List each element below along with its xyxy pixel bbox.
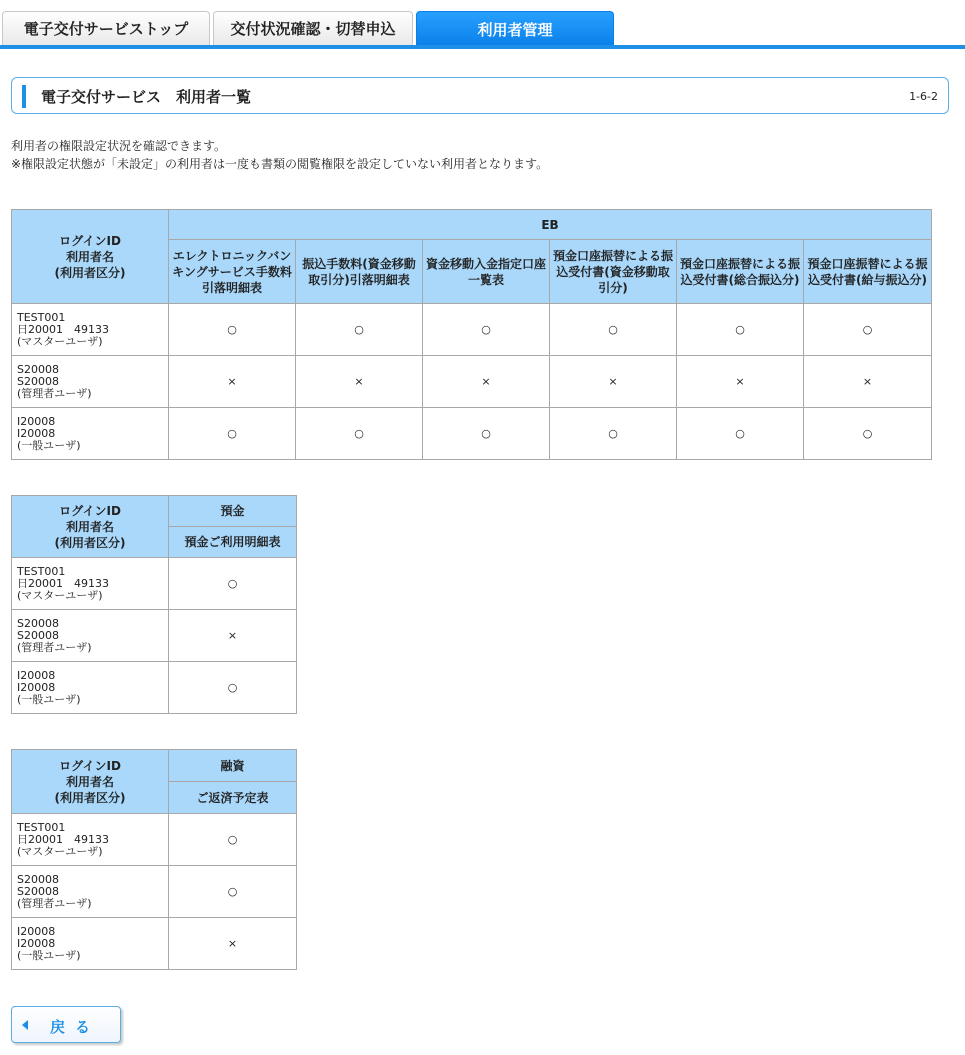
permission-mark: ○ [169, 866, 297, 918]
permission-mark: ○ [677, 304, 804, 356]
permission-mark: ○ [804, 408, 932, 460]
tab-delivery-status[interactable]: 交付状況確認・切替申込 [213, 11, 413, 45]
tab-underline [0, 45, 965, 49]
permission-mark: × [169, 918, 297, 970]
permission-mark: ○ [169, 814, 297, 866]
user-cell: I20008 I20008 (一般ユーザ) [12, 662, 169, 714]
title-accent-bar [22, 85, 26, 108]
page-title: 電子交付サービス 利用者一覧 [41, 88, 252, 106]
permission-mark: ○ [169, 558, 297, 610]
user-cell: TEST001 日20001 49133 (マスターユーザ) [12, 304, 169, 356]
table-row [12, 662, 297, 714]
user-column-header: ログインID 利用者名 (利用者区分) [12, 750, 169, 814]
permission-mark: × [423, 356, 550, 408]
table-row [12, 918, 297, 970]
tab-bar [0, 0, 965, 50]
eb-column-header: 預金口座振替による振込受付書(総合振込分) [677, 240, 804, 304]
tab-user-management[interactable]: 利用者管理 [416, 11, 614, 47]
loan-column-header: ご返済予定表 [169, 782, 297, 814]
tab-e-delivery-top[interactable]: 電子交付サービストップ [2, 11, 210, 45]
eb-column-header: 資金移動入金指定口座一覧表 [423, 240, 550, 304]
eb-group-header: EB [169, 210, 932, 240]
permission-mark: ○ [677, 408, 804, 460]
permission-mark: × [169, 610, 297, 662]
deposit-group-header: 預金 [169, 496, 297, 527]
user-cell: TEST001 日20001 49133 (マスターユーザ) [12, 558, 169, 610]
page-description [11, 137, 548, 173]
table-row [12, 356, 932, 408]
deposit-column-header: 預金ご利用明細表 [169, 527, 297, 558]
table-row [12, 610, 297, 662]
eb-column-header: 振込手数料(資金移動取引分)引落明細表 [296, 240, 423, 304]
permission-mark: ○ [423, 408, 550, 460]
permission-mark: ○ [169, 408, 296, 460]
user-cell: S20008 S20008 (管理者ユーザ) [12, 866, 169, 918]
screen-code: 1-6-2 [909, 90, 938, 103]
eb-column-header: 預金口座振替による振込受付書(資金移動取引分) [550, 240, 677, 304]
user-column-header: ログインID 利用者名 (利用者区分) [12, 496, 169, 558]
table-row [12, 304, 932, 356]
permission-mark: × [804, 356, 932, 408]
user-cell: TEST001 日20001 49133 (マスターユーザ) [12, 814, 169, 866]
permission-mark: ○ [169, 304, 296, 356]
permission-mark: ○ [804, 304, 932, 356]
user-cell: I20008 I20008 (一般ユーザ) [12, 918, 169, 970]
eb-column-header: 預金口座振替による振込受付書(給与振込分) [804, 240, 932, 304]
permission-mark: × [296, 356, 423, 408]
deposit-permission-table [11, 495, 297, 714]
arrow-left-icon [22, 1020, 28, 1030]
permission-mark: ○ [423, 304, 550, 356]
table-row [12, 814, 297, 866]
user-cell: S20008 S20008 (管理者ユーザ) [12, 610, 169, 662]
table-row [12, 408, 932, 460]
eb-column-header: エレクトロニックバンキングサービス手数料引落明細表 [169, 240, 296, 304]
user-column-header: ログインID 利用者名 (利用者区分) [12, 210, 169, 304]
description-line-2: ※権限設定状態が「未設定」の利用者は一度も書類の閲覧権限を設定していない利用者となります。 [11, 157, 549, 171]
table-row [12, 558, 297, 610]
loan-group-header: 融資 [169, 750, 297, 782]
permission-mark: ○ [550, 304, 677, 356]
permission-mark: ○ [296, 408, 423, 460]
permission-mark: ○ [296, 304, 423, 356]
permission-mark: × [550, 356, 677, 408]
description-line-1: 利用者の権限設定状況を確認できます。 [11, 139, 227, 153]
page-title-box [11, 77, 949, 114]
permission-mark: ○ [169, 662, 297, 714]
loan-permission-table [11, 749, 297, 970]
permission-mark: × [677, 356, 804, 408]
back-button-label: 戻る [50, 1018, 101, 1036]
user-cell: S20008 S20008 (管理者ユーザ) [12, 356, 169, 408]
table-row [12, 866, 297, 918]
eb-permission-table [11, 209, 932, 460]
back-button[interactable] [11, 1006, 121, 1043]
permission-mark: ○ [550, 408, 677, 460]
user-cell: I20008 I20008 (一般ユーザ) [12, 408, 169, 460]
permission-mark: × [169, 356, 296, 408]
